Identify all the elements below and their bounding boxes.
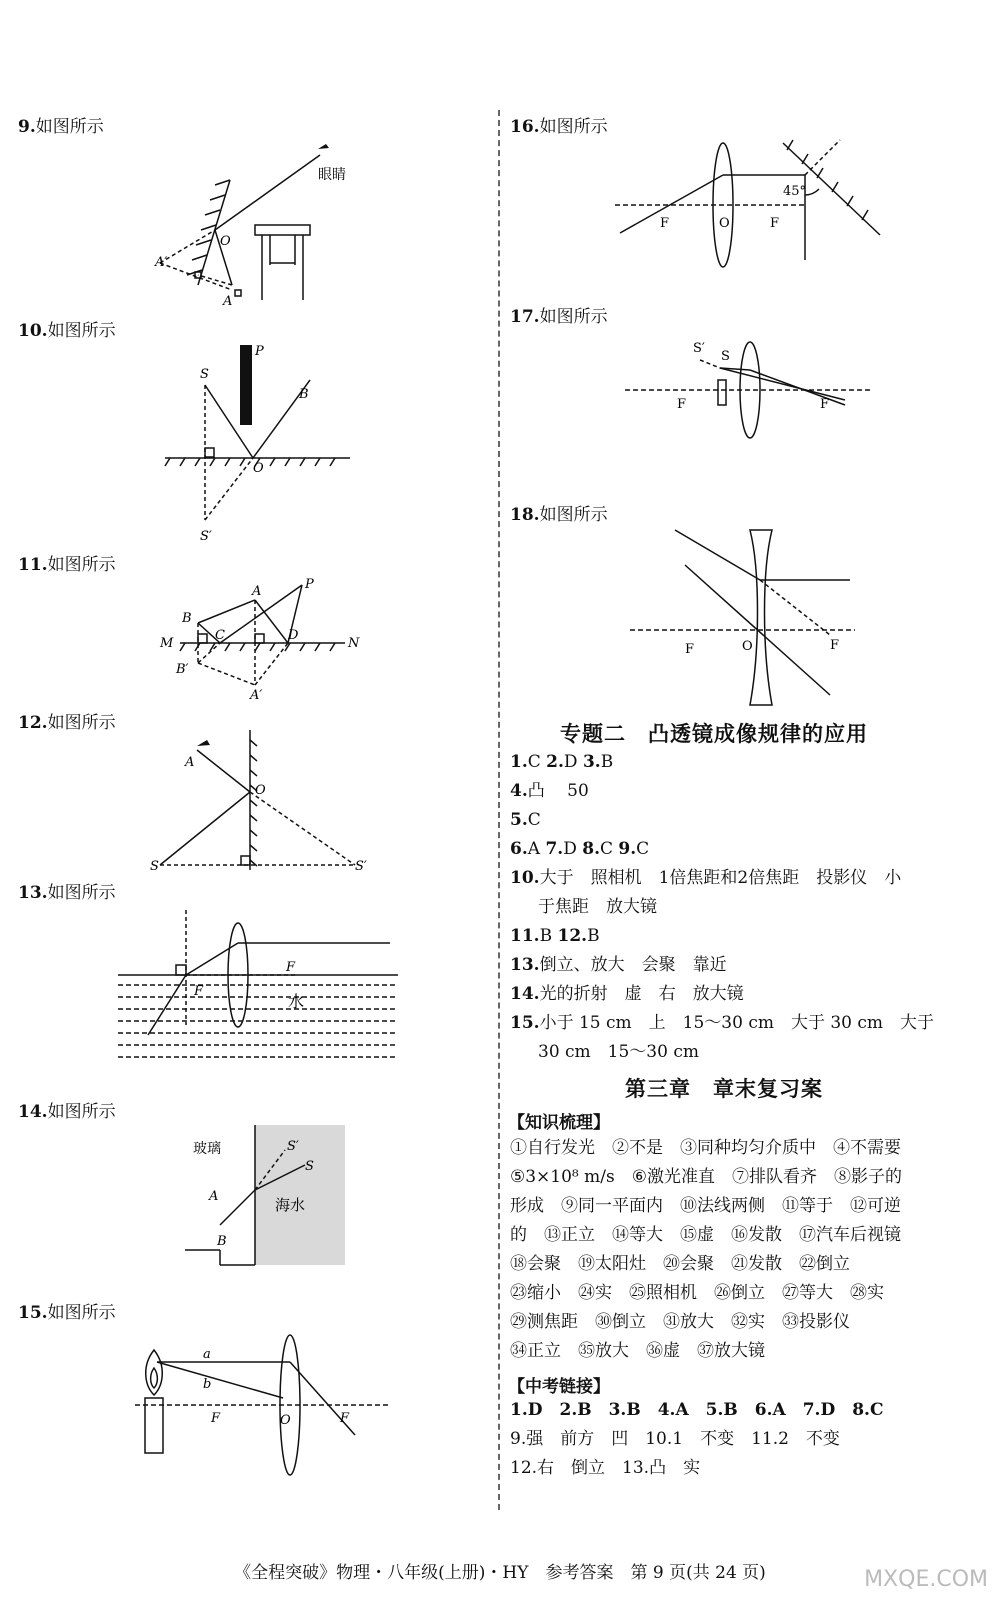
fig14-a-label: A xyxy=(209,1189,219,1204)
item-label-12: 12.如图所示 xyxy=(18,713,116,733)
knowledge-line-6: ㉓缩小 ㉔实 ㉕照相机 ㉖倒立 ㉗等大 ㉘实 xyxy=(510,1283,884,1303)
knowledge-line-5: ⑱会聚 ⑲太阳灶 ⑳会聚 ㉑发散 ㉒倒立 xyxy=(510,1254,850,1274)
figure-16 xyxy=(615,135,890,270)
knowledge-line-4: 的 ⑬正立 ⑭等大 ⑮虚 ⑯发散 ⑰汽车后视镜 xyxy=(510,1225,901,1245)
topic2-line-4: 6.A 7.D 8.C 9.C xyxy=(510,839,650,859)
fig16-angle-label: 45° xyxy=(783,184,807,199)
figure-15 xyxy=(135,1320,395,1460)
watermark: MXQE.COM xyxy=(864,1567,988,1592)
topic2-title: 专题二 凸透镜成像规律的应用 xyxy=(560,721,868,746)
fig11-b-label: B xyxy=(182,611,192,626)
fig12-a-label: A xyxy=(185,755,195,770)
fig12-s-label: S xyxy=(150,859,159,874)
fig15-a-label: a xyxy=(203,1347,211,1362)
knowledge-heading: 【知识梳理】 xyxy=(508,1113,610,1133)
fig11-d-label: D xyxy=(288,628,299,643)
item-label-11: 11.如图所示 xyxy=(18,555,116,575)
fig14-b-label: B xyxy=(217,1234,227,1249)
fig18-f2-label: F xyxy=(830,638,840,653)
topic2-line-6: 于焦距 放大镜 xyxy=(538,897,657,917)
fig13-water-label: 水 xyxy=(288,992,305,1011)
fig12-o-label: O xyxy=(255,783,266,798)
knowledge-line-1: ①自行发光 ②不是 ③同种均匀介质中 ④不需要 xyxy=(510,1138,901,1158)
fig15-f1-label: F xyxy=(211,1411,221,1426)
item-label-14: 14.如图所示 xyxy=(18,1102,116,1122)
figure-11 xyxy=(160,575,370,705)
figure-17 xyxy=(625,330,875,440)
topic2-line-7: 11.B 12.B xyxy=(510,926,600,946)
knowledge-line-7: ㉙测焦距 ㉚倒立 ㉛放大 ㉜实 ㉝投影仪 xyxy=(510,1312,850,1332)
item-label-16: 16.如图所示 xyxy=(510,117,608,137)
fig9-eye-label: 眼睛 xyxy=(318,167,346,183)
fig10-b-label: B xyxy=(299,387,309,402)
exam-line-3: 12.右 倒立 13.凸 实 xyxy=(510,1458,701,1478)
figure-12 xyxy=(145,730,385,875)
topic2-line-5: 10.大于 照相机 1倍焦距和2倍焦距 投影仪 小 xyxy=(510,868,902,888)
fig11-p-label: P xyxy=(305,577,314,592)
item-label-18: 18.如图所示 xyxy=(510,505,608,525)
topic2-line-9: 14.光的折射 虚 右 放大镜 xyxy=(510,984,744,1004)
fig10-s-label: S xyxy=(200,367,209,382)
fig11-aprime-label: A′ xyxy=(250,688,263,703)
fig17-s-label: S xyxy=(721,349,730,364)
topic2-line-8: 13.倒立、放大 会聚 靠近 xyxy=(510,955,727,975)
fig10-o-label: O xyxy=(253,461,264,476)
item-label-9: 9.如图所示 xyxy=(18,117,104,137)
fig13-f1-label: F xyxy=(194,984,204,999)
fig14-sea-label: 海水 xyxy=(275,1196,306,1214)
fig18-f1-label: F xyxy=(685,642,695,657)
fig9-aprime-label: A′ xyxy=(155,255,168,270)
fig15-o-label: O xyxy=(280,1413,291,1428)
figure-10 xyxy=(165,340,365,550)
fig14-glass-label: 玻璃 xyxy=(193,1141,221,1157)
item-label-10: 10.如图所示 xyxy=(18,321,116,341)
figure-9 xyxy=(150,135,400,315)
figure-18 xyxy=(630,525,860,710)
topic2-line-3: 5.C xyxy=(510,810,541,830)
figure-14 xyxy=(185,1120,415,1270)
topic2-line-1: 1.C 2.D 3.B xyxy=(510,752,614,772)
item-label-15: 15.如图所示 xyxy=(18,1303,116,1323)
fig17-sprime-label: S′ xyxy=(693,341,705,356)
chapter3-title: 第三章 章末复习案 xyxy=(625,1076,823,1101)
figure-13 xyxy=(118,905,403,1070)
topic2-line-11: 30 cm 15～30 cm xyxy=(538,1042,699,1062)
fig14-sprime-label: S′ xyxy=(287,1139,299,1154)
fig16-f1-label: F xyxy=(660,216,670,231)
fig14-s-label: S xyxy=(305,1159,314,1174)
exam-line-1: 1.D 2.B 3.B 4.A 5.B 6.A 7.D 8.C xyxy=(510,1400,884,1420)
fig10-sprime-label: S′ xyxy=(200,529,212,544)
fig17-f1-label: F xyxy=(677,397,687,412)
exam-link-heading: 【中考链接】 xyxy=(508,1377,610,1397)
item-label-17: 17.如图所示 xyxy=(510,307,608,327)
fig18-o-label: O xyxy=(742,639,753,654)
page-footer: 《全程突破》物理・八年级(上册)・HY 参考答案 第 9 页(共 24 页) xyxy=(234,1563,766,1583)
fig10-p-label: P xyxy=(255,344,264,359)
knowledge-line-3: 形成 ⑨同一平面内 ⑩法线两侧 ⑪等于 ⑫可逆 xyxy=(510,1196,901,1216)
fig9-o-label: O xyxy=(220,234,231,249)
fig13-f2-label: F xyxy=(286,960,296,975)
fig16-f2-label: F xyxy=(770,216,780,231)
fig9-a-label: A xyxy=(223,294,233,309)
knowledge-line-8: ㉞正立 ㉟放大 ㊱虚 ㊲放大镜 xyxy=(510,1341,765,1361)
topic2-line-10: 15.小于 15 cm 上 15～30 cm 大于 30 cm 大于 xyxy=(510,1013,935,1033)
fig11-m-label: M xyxy=(160,636,174,651)
fig15-f2-label: F xyxy=(340,1411,350,1426)
fig12-sprime-label: S′ xyxy=(355,859,367,874)
fig11-a-label: A xyxy=(252,584,262,599)
fig17-f2-label: F xyxy=(820,397,830,412)
fig11-n-label: N xyxy=(348,636,360,651)
fig11-bprime-label: B′ xyxy=(176,662,189,677)
knowledge-line-2: ⑤3×10⁸ m/s ⑥激光准直 ⑦排队看齐 ⑧影子的 xyxy=(510,1167,902,1187)
fig11-c-label: C xyxy=(215,628,225,643)
fig16-o-label: O xyxy=(719,216,730,231)
exam-line-2: 9.强 前方 凹 10.1 不变 11.2 不变 xyxy=(510,1429,840,1449)
column-divider xyxy=(498,110,500,1510)
topic2-line-2: 4.凸 50 xyxy=(510,781,589,801)
item-label-13: 13.如图所示 xyxy=(18,883,116,903)
fig15-b-label: b xyxy=(203,1377,212,1392)
